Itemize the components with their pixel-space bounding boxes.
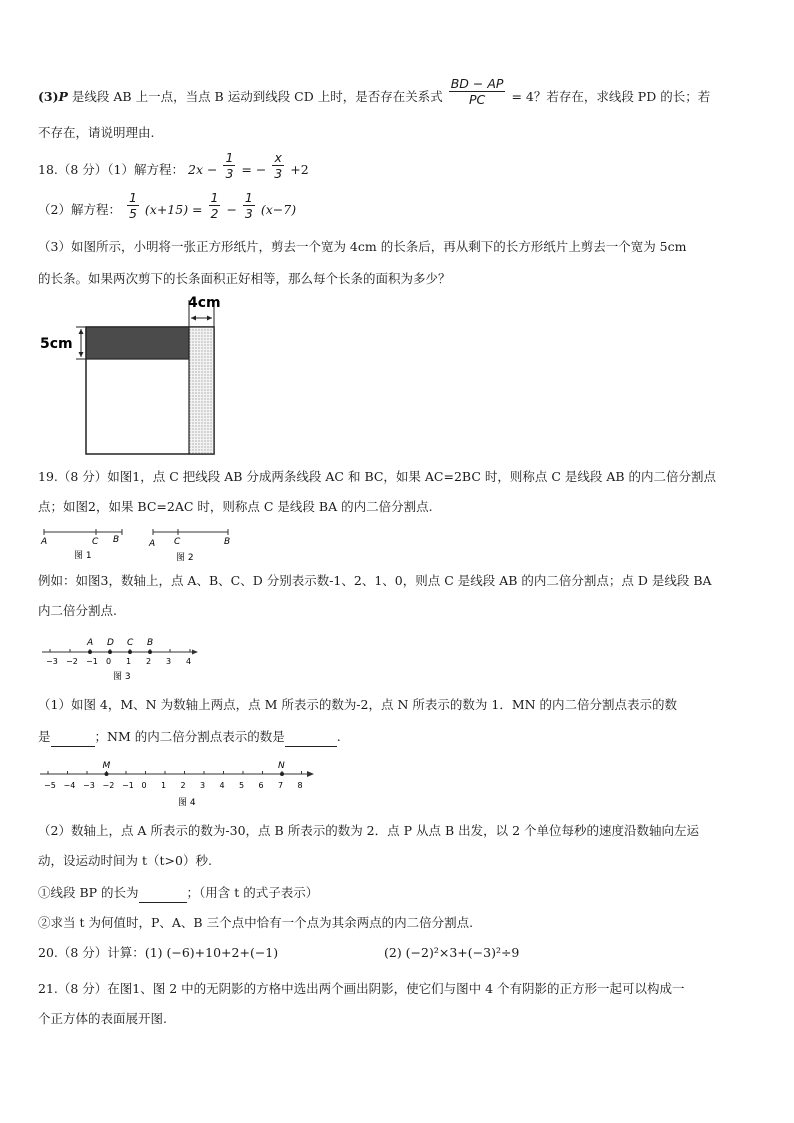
fig2-label-a: A — [149, 539, 156, 549]
fig4-point — [280, 772, 284, 776]
q18-p3-line2: 的长条。如果两次剪下的长条面积正好相等，那么每个长条的面积为多少？ — [38, 271, 451, 286]
q18-eq2-f2d: 2 — [210, 206, 219, 221]
q18-p3-line1: （3）如图所示，小明将一张正方形纸片，剪去一个宽为 4cm 的长条后，再从剩下的长方形纸片上剪去一个宽为 5cm — [38, 239, 687, 254]
q18-strip-4cm — [189, 327, 214, 454]
q18-figure — [36, 290, 236, 458]
q19-p1-text-nm: ；NM 的内二倍分割点表示的数是 — [94, 729, 285, 744]
q19-p1-line1: （1）如图 4，M、N 为数轴上两点，点 M 所表示的数为-2，点 N 所表示的数为 1．MN 的内二倍分割点表示的数 — [38, 697, 678, 712]
q19-p1-line2 — [38, 728, 341, 747]
q18-eq2-f1n: 1 — [128, 190, 137, 205]
fig4-tick-label: 1 — [161, 781, 167, 790]
fig4-tick-label: 2 — [180, 781, 186, 790]
q18-eq2-f1d: 5 — [128, 206, 137, 221]
q19-p2-q1 — [38, 884, 318, 903]
q18-fig-label-5cm: 5cm — [40, 336, 73, 352]
fig3-caption: 图 3 — [113, 672, 131, 682]
q18-eq1-f2n: x — [272, 150, 284, 166]
q18-eq1-f1d: 3 — [225, 166, 234, 181]
fig4-tick-label: −2 — [102, 781, 115, 790]
fig3-tick-label: −3 — [46, 657, 58, 666]
fig3-point — [88, 650, 92, 654]
q18-line1 — [38, 150, 309, 181]
fig3-tick-label: −1 — [86, 657, 98, 666]
q18-eq2-b: − — [226, 202, 237, 217]
fig3-point — [128, 650, 132, 654]
fig4-tick-label: 4 — [219, 781, 225, 790]
q18-p2-head: （2）解方程： — [38, 202, 121, 217]
fig1-label-b: B — [113, 535, 120, 545]
q19-p1-blank-nm[interactable] — [285, 728, 337, 747]
q18-eq1-frac1 — [223, 150, 235, 181]
q19-p2-q1-note: ；（用含 t 的式子表示） — [186, 885, 319, 900]
q20-expr2: (2) (−2)²×3+(−3)²÷9 — [384, 945, 520, 960]
fig3-point — [148, 650, 152, 654]
q18-eq1-f1n: 1 — [225, 150, 234, 165]
q19-example-line2: 内二倍分割点. — [38, 603, 117, 618]
fig3-tick-label: −2 — [66, 657, 78, 666]
q18-eq2-frac3 — [243, 190, 255, 221]
q18-eq1-c: +2 — [290, 162, 309, 177]
fig4-tick-label: −3 — [83, 781, 95, 790]
fig4-point — [105, 772, 109, 776]
fig3-point-label: A — [87, 638, 94, 648]
q17-3-prefix: (3) — [38, 89, 59, 104]
q19-fig3 — [36, 634, 206, 682]
q19-p2-q1-text: ①线段 BP 的长为 — [38, 885, 139, 900]
q18-line2 — [38, 190, 297, 221]
q18-eq2-frac1 — [127, 190, 139, 221]
fig1-caption: 图 1 — [74, 551, 92, 561]
fig4-tick-label: −1 — [122, 781, 134, 790]
q18-eq2-f3d: 3 — [244, 206, 253, 221]
q20-line — [38, 944, 278, 962]
q19-p1-shi: 是 — [38, 729, 51, 744]
q19-p1-blank-mn[interactable] — [51, 728, 95, 747]
q17-3-text-a: 是线段 AB 上一点，当点 B 运动到线段 CD 上时，是否存在关系式 — [67, 89, 443, 104]
fig3-point-label: C — [127, 638, 134, 648]
q17-3-p: P — [58, 89, 68, 104]
q18-eq2-a: (x+15) = — [144, 202, 203, 217]
q19-p2-line1: （2）数轴上，点 A 所表示的数为-30，点 B 所表示的数为 2．点 P 从点 B 出发，以 2 个单位每秒的速度沿数轴向左运 — [38, 823, 700, 838]
q21-line2: 个正方体的表面展开图. — [38, 1011, 167, 1026]
fig2-label-c: C — [174, 537, 181, 547]
q18-head: 18.（8 分）（1）解方程： — [38, 162, 185, 177]
fig3-tick-label: 3 — [166, 657, 172, 666]
q21-line1: 21.（8 分）在图1、图 2 中的无阴影的方格中选出两个画出阴影，使它们与图中 4 个有阴影的正方形一起可以构成一 — [38, 981, 685, 996]
fig3-tick-label: 1 — [126, 657, 132, 666]
fig4-tick-label: 7 — [278, 781, 284, 790]
q17-3-line2: 不存在，请说明理由. — [38, 125, 155, 140]
q17-3-text-b: = 4？若存在，求线段 PD 的长；若 — [511, 89, 711, 104]
q18-eq2-f3n: 1 — [244, 190, 253, 205]
q20-expr1: (1) (−6)+10+2+(−1) — [144, 945, 279, 960]
q20-head: 20.（8 分）计算： — [38, 945, 145, 960]
fig4-tick-label: −4 — [63, 781, 76, 790]
fig3-tick-label: 4 — [186, 657, 192, 666]
q18-eq2-c: (x−7) — [260, 202, 297, 217]
fig3-tick-label: 0 — [106, 657, 112, 666]
q18-eq2-frac2 — [209, 190, 221, 221]
q18-eq2-f2n: 1 — [210, 190, 219, 205]
q19-fig1-fig2 — [36, 524, 246, 564]
q17-3-line1 — [38, 76, 711, 107]
fig3-tick-label: 2 — [146, 657, 152, 666]
fig4-tick-label: 0 — [141, 781, 147, 790]
q18-eq1-frac2 — [272, 150, 284, 181]
fig4-caption: 图 4 — [178, 798, 196, 808]
fig4-point-label: N — [278, 761, 285, 771]
fig4-tick-label: 6 — [258, 781, 264, 790]
q19-line1: 19.（8 分）如图1，点 C 把线段 AB 分成两条线段 AC 和 BC，如果 AC=2BC 时，则称点 C 是线段 AB 的内二倍分割点 — [38, 469, 717, 484]
fig4-tick-label: 3 — [200, 781, 206, 790]
q18-eq1-a: 2x − — [188, 162, 218, 177]
fig4-tick-label: 5 — [239, 781, 245, 790]
q19-line2: 点；如图2，如果 BC=2AC 时，则称点 C 是线段 BA 的内二倍分割点. — [38, 499, 433, 514]
fig2-label-b: B — [224, 537, 231, 547]
q19-p2-q1-blank[interactable] — [139, 884, 187, 903]
q19-fig4 — [36, 758, 326, 810]
q18-eq1-f2d: 3 — [274, 166, 283, 181]
fig3-point — [108, 650, 112, 654]
q18-strip-5cm — [86, 327, 189, 359]
fig3-point-label: D — [107, 638, 114, 648]
q19-p2-q2: ②求当 t 为何值时，P、A、B 三个点中恰有一个点为其余两点的内二倍分割点. — [38, 915, 474, 930]
fig1-label-c: C — [92, 537, 99, 547]
q17-3-fraction — [449, 76, 506, 107]
q17-3-frac-den: PC — [468, 92, 486, 107]
q17-3-frac-num: BD − AP — [450, 76, 504, 91]
q18-eq1-b: = − — [241, 162, 267, 177]
q19-p2-line2: 动，设运动时间为 t（t>0）秒. — [38, 853, 212, 868]
fig4-tick-label: 8 — [297, 781, 303, 790]
q19-example-line1: 例如：如图3，数轴上，点 A、B、C、D 分别表示数-1、2、1、0，则点 C 是线段 AB 的内二倍分割点；点 D 是线段 BA — [38, 573, 712, 588]
fig3-point-label: B — [147, 638, 154, 648]
fig4-tick-label: −5 — [44, 781, 56, 790]
q18-fig-label-4cm: 4cm — [188, 295, 221, 311]
q19-p1-period: . — [336, 729, 341, 744]
fig2-caption: 图 2 — [176, 553, 194, 563]
fig4-point-label: M — [102, 761, 111, 771]
fig1-label-a: A — [41, 537, 48, 547]
